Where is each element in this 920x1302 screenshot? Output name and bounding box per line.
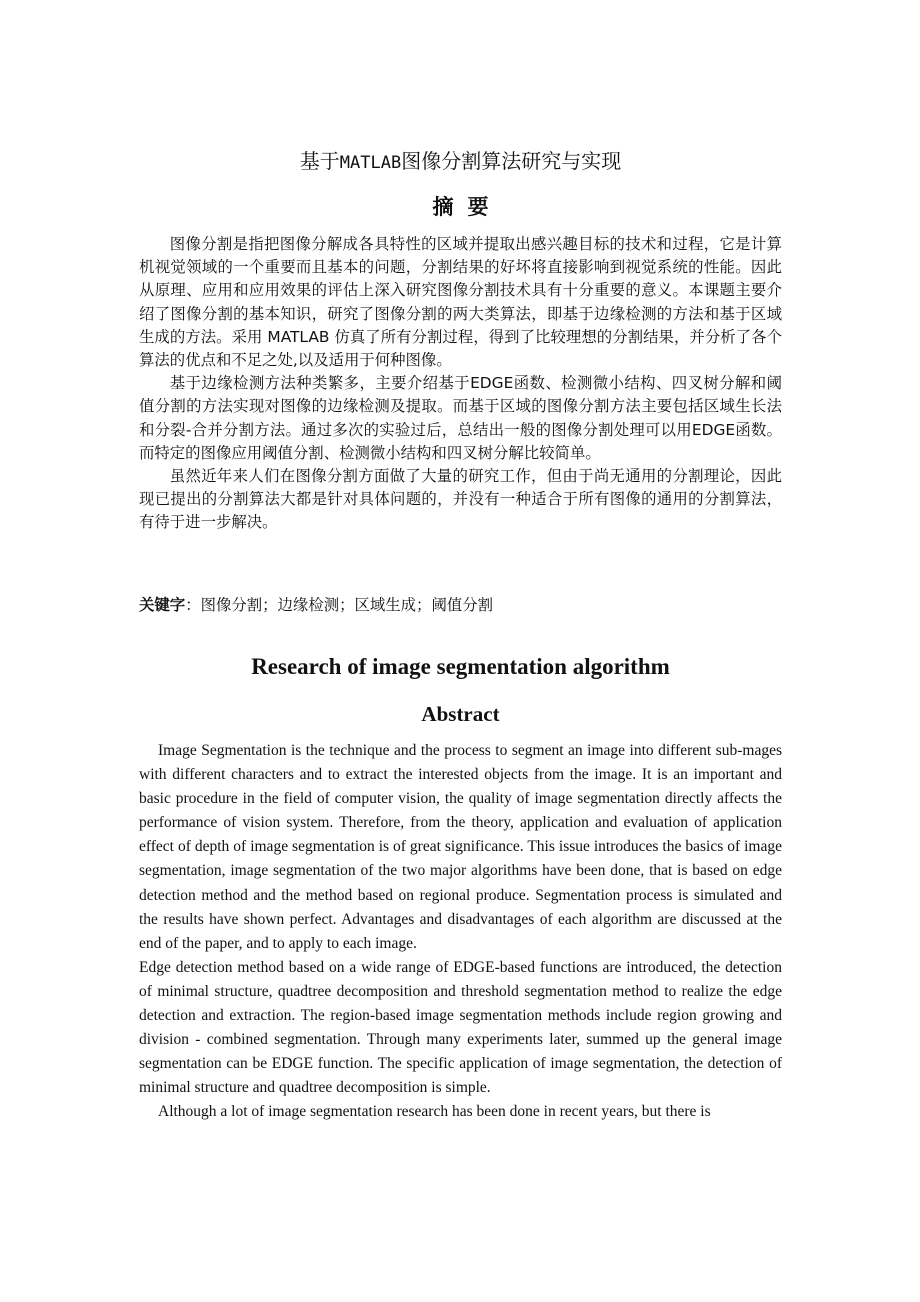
chinese-abstract-body <box>139 233 782 535</box>
chinese-title-suffix: 图像分割算法研究与实现 <box>401 149 622 173</box>
english-paragraph: Although a lot of image segmentation research has been done in recent years, but there is <box>158 1103 711 1121</box>
chinese-paragraph: 虽然近年来人们在图像分割方面做了大量的研究工作，但由于尚无通用的分割理论，因此现已提出的分割算法大都是针对具体问题的，并没有一种适合于所有图像的通用的分割算法，有待于进一步解决。 <box>139 467 782 532</box>
keywords-text: ：图像分割；边缘检测；区域生成；阈值分割 <box>185 596 494 614</box>
english-abstract-body <box>139 739 782 1125</box>
chinese-title <box>139 148 782 176</box>
keywords-label: 关键字 <box>139 596 186 614</box>
english-paragraph: Image Segmentation is the technique and the process to segment an image into different sub-mages with different characters and to extract the interested objects from the image. It is an important and basic procedure in the field of computer vision, the quality of image segmentation directly affects the performance of vision system. Therefore, from the theory, application and evaluation of application effect of depth of image segmentation is of great significance. This issue introduces the basics of image segmentation, image segmentation of the two major algorithms have been done, that is based on edge detection method and the method based on regional produce. Segmentation process is simulated and the results have shown perfect. Advantages and disadvantages of each algorithm are discussed at the end of the paper, and to apply to each image. <box>139 742 782 952</box>
english-paragraph: Edge detection method based on a wide range of EDGE-based functions are introduced, the detection of minimal structure, quadtree decomposition and threshold segmentation method to realize the edge detection and extraction. The region-based image segmentation methods include region growing and division - combined segmentation. Through many experiments later, summed up the general image segmentation can be EDGE function. The specific application of image segmentation, the detection of minimal structure and quadtree decomposition is simple. <box>139 958 782 1097</box>
english-title: Research of image segmentation algorithm <box>251 654 670 679</box>
chinese-title-prefix: 基于 <box>299 149 340 173</box>
chinese-abstract-heading: 摘要 <box>432 195 503 219</box>
chinese-paragraph: 基于边缘检测方法种类繁多，主要介绍基于EDGE函数、检测微小结构、四叉树分解和阈值分割的方法实现对图像的边缘检测及提取。而基于区域的图像分割方法主要包括区域生长法和分裂-合并分割方法。通过多次的实验过后，总结出一般的图像分割处理可以用EDGE函数。而特定的图像应用阈值分割、检测微小结构和四叉树分解比较简单。 <box>139 374 782 462</box>
document-page <box>139 0 782 1302</box>
chinese-title-latin: MATLAB <box>339 153 402 173</box>
chinese-paragraph: 图像分割是指把图像分解成各具特性的区域并提取出感兴趣目标的技术和过程，它是计算机视觉领域的一个重要而且基本的问题，分割结果的好坏将直接影响到视觉系统的性能。因此从原理、应用和应用效果的评估上深入研究图像分割技术具有十分重要的意义。本课题主要介绍了图像分割的基本知识，研究了图像分割的两大类算法，即基于边缘检测的方法和基于区域生成的方法。采用 MATLAB 仿真了所有分割过程，得到了比较理想的分割结果，并分析了各个算法的优点和不足之处,以及适用于何种图像。 <box>139 235 782 370</box>
chinese-keywords <box>139 594 782 617</box>
english-abstract-heading: Abstract <box>421 702 500 726</box>
